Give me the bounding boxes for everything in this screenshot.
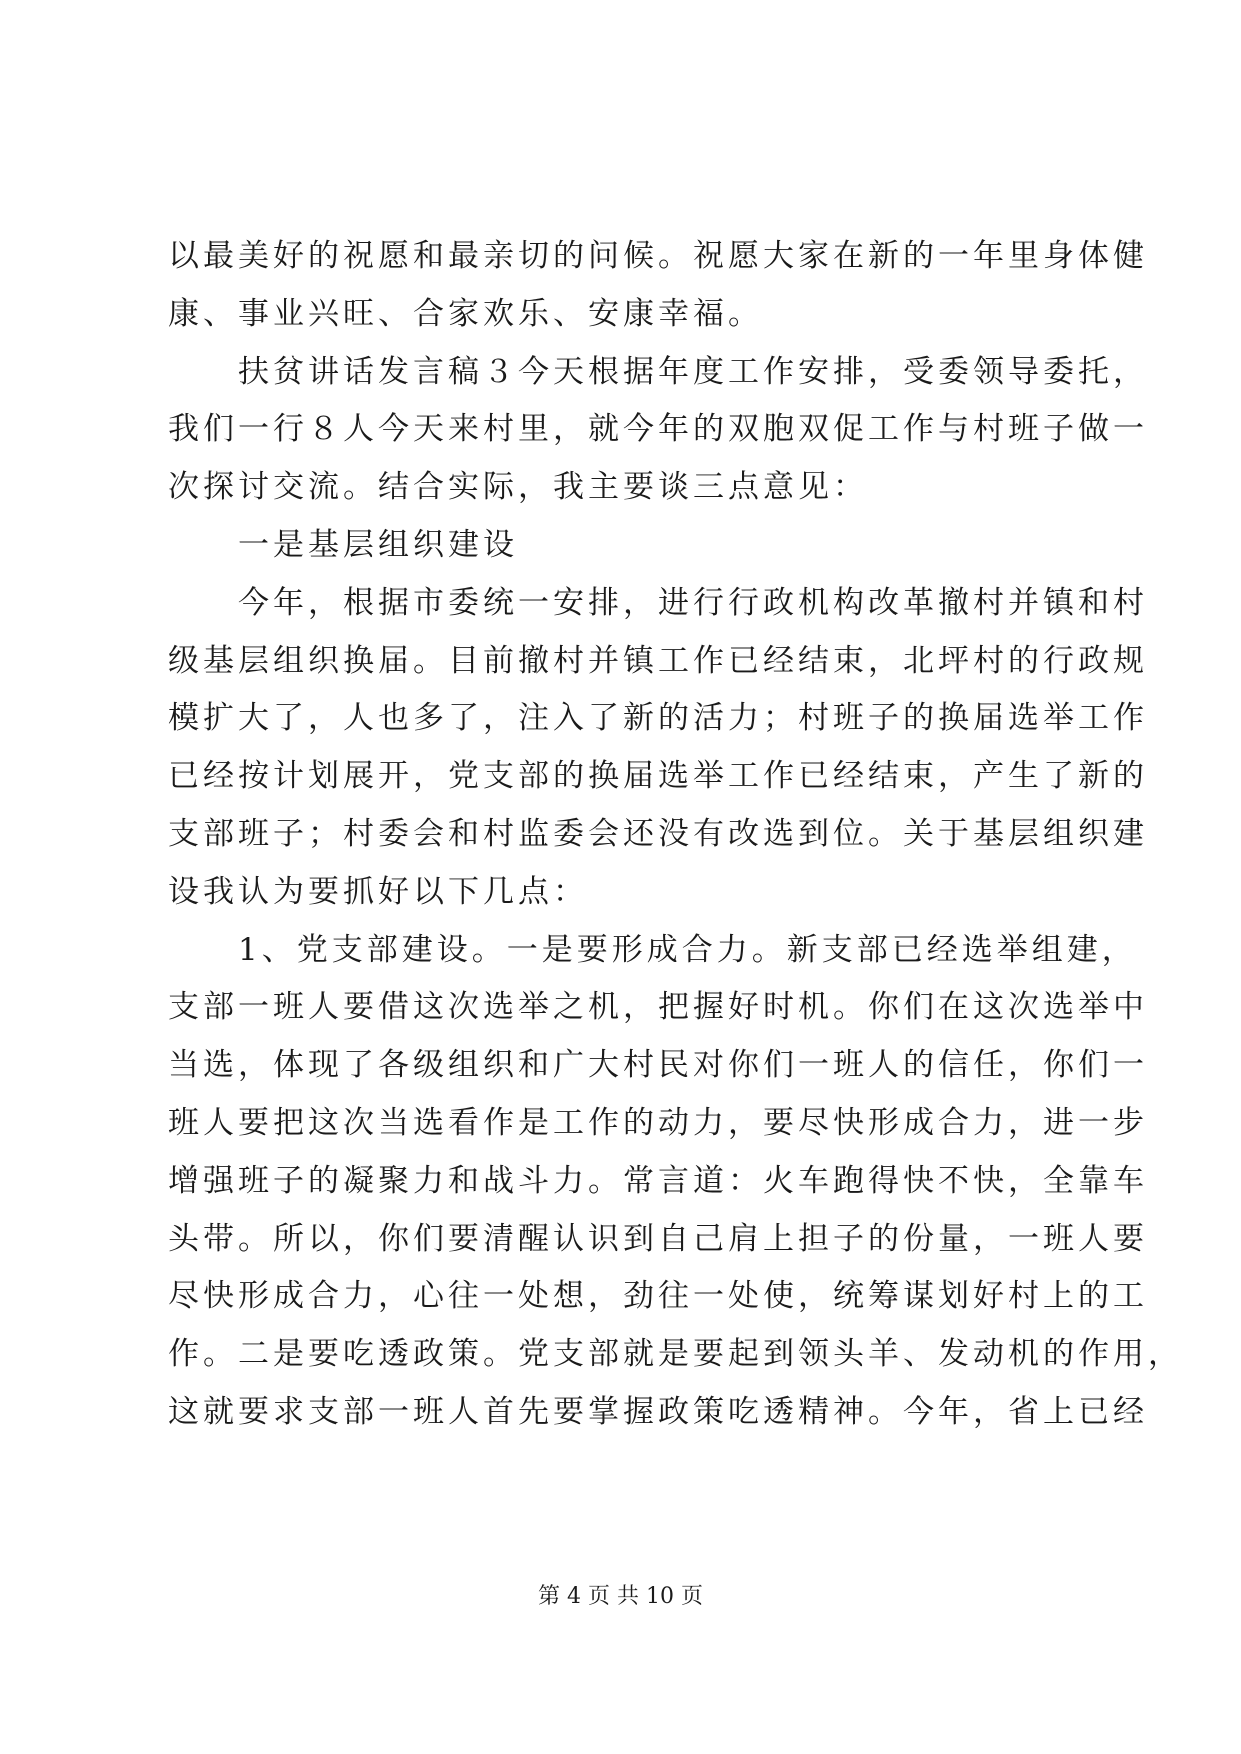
text-line: 今年，根据市委统一安排，进行行政机构改革撤村并镇和村 (168, 584, 1148, 621)
text-line: 这就要求支部一班人首先要掌握政策吃透精神。今年，省上已经 (168, 1393, 1148, 1430)
text-line: 作。二是要吃透政策。党支部就是要起到领头羊、发动机的作用， (168, 1336, 1183, 1373)
text-line: 我们一行８人今天来村里，就今年的双胞双促工作与村班子做一 (168, 411, 1148, 448)
text-line: 支部班子；村委会和村监委会还没有改选到位。关于基层组织建 (168, 815, 1148, 852)
text-line: 以最美好的祝愿和最亲切的问候。祝愿大家在新的一年里身体健 (168, 238, 1148, 274)
text-line: 已经按计划展开，党支部的换届选举工作已经结束，产生了新的 (168, 758, 1148, 795)
text-line: 设我认为要抓好以下几点： (168, 873, 588, 910)
text-line: 头带。所以，你们要清醒认识到自己肩上担子的份量，一班人要 (168, 1220, 1148, 1257)
text-line: 级基层组织换届。目前撤村并镇工作已经结束，北坪村的行政规 (168, 642, 1148, 679)
text-line: 班人要把这次当选看作是工作的动力，要尽快形成合力，进一步 (168, 1104, 1148, 1141)
text-line: 1、党支部建设。一是要形成合力。新支部已经选举组建， (168, 931, 1137, 968)
text-line: 康、事业兴旺、合家欢乐、安康幸福。 (168, 295, 763, 332)
body-text (168, 228, 1183, 1442)
text-line: 当选，体现了各级组织和广大村民对你们一班人的信任，你们一 (168, 1047, 1148, 1084)
text-line: 模扩大了，人也多了，注入了新的活力；村班子的换届选举工作 (168, 700, 1148, 737)
text-line: 尽快形成合力，心往一处想，劲往一处使，统筹谋划好村上的工 (168, 1278, 1148, 1315)
page-number-footer: 第 4 页 共 10 页 (538, 1584, 703, 1609)
text-line: 扶贫讲话发言稿３今天根据年度工作安排，受委领导委托， (168, 353, 1148, 390)
text-line: 增强班子的凝聚力和战斗力。常言道：火车跑得快不快，全靠车 (168, 1162, 1148, 1199)
text-line: 次探讨交流。结合实际，我主要谈三点意见： (168, 469, 868, 506)
text-line: 支部一班人要借这次选举之机，把握好时机。你们在这次选举中 (168, 989, 1148, 1026)
section-heading: 一是基层组织建设 (168, 526, 518, 563)
